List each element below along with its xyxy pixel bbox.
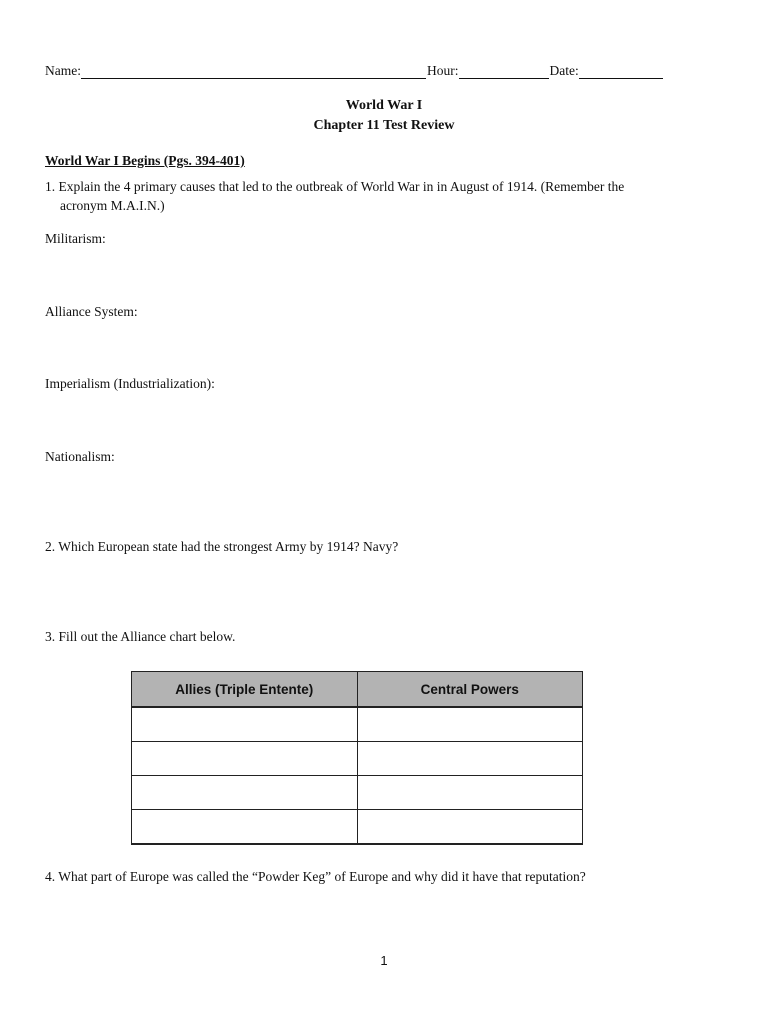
date-label: Date: xyxy=(549,63,579,78)
question-2: 2. Which European state had the strongest Army by 1914? Navy? xyxy=(45,539,399,554)
question-4: 4. What part of Europe was called the “Powder Keg” of Europe and why did it have that reputation? xyxy=(45,869,586,884)
table-row xyxy=(132,742,583,776)
allies-cell[interactable] xyxy=(132,776,358,810)
title-line-2: Chapter 11 Test Review xyxy=(313,118,455,133)
hour-blank[interactable] xyxy=(459,64,549,79)
allies-column-header: Allies (Triple Entente) xyxy=(132,672,358,708)
question-1-line-2: acronym M.A.I.N.) xyxy=(60,198,165,213)
militarism-label: Militarism: xyxy=(45,231,106,246)
central-powers-cell[interactable] xyxy=(357,776,583,810)
table-row xyxy=(132,707,583,742)
central-powers-cell[interactable] xyxy=(357,810,583,845)
name-label: Name: xyxy=(45,63,81,78)
page-number: 1 xyxy=(380,953,388,968)
alliance-chart xyxy=(131,671,583,845)
title-line-1: World War I xyxy=(345,98,423,113)
alliance-chart-header-row xyxy=(132,672,583,708)
question-3: 3. Fill out the Alliance chart below. xyxy=(45,629,236,644)
alliance-system-label: Alliance System: xyxy=(45,304,138,319)
date-blank[interactable] xyxy=(579,64,663,79)
table-row xyxy=(132,810,583,845)
allies-cell[interactable] xyxy=(132,707,358,742)
central-powers-column-header: Central Powers xyxy=(357,672,583,708)
question-1 xyxy=(45,177,725,215)
nationalism-label: Nationalism: xyxy=(45,449,115,464)
central-powers-cell[interactable] xyxy=(357,707,583,742)
central-powers-cell[interactable] xyxy=(357,742,583,776)
name-blank[interactable] xyxy=(81,64,426,79)
section-heading: World War I Begins (Pgs. 394-401) xyxy=(45,153,245,168)
allies-cell[interactable] xyxy=(132,810,358,845)
header-fields xyxy=(45,63,664,79)
hour-label: Hour: xyxy=(427,63,459,78)
question-1-line-1: 1. Explain the 4 primary causes that led to the outbreak of World War in in August of 1914. (Remember the xyxy=(45,179,625,194)
table-row xyxy=(132,776,583,810)
imperialism-label: Imperialism (Industrialization): xyxy=(45,376,215,391)
allies-cell[interactable] xyxy=(132,742,358,776)
